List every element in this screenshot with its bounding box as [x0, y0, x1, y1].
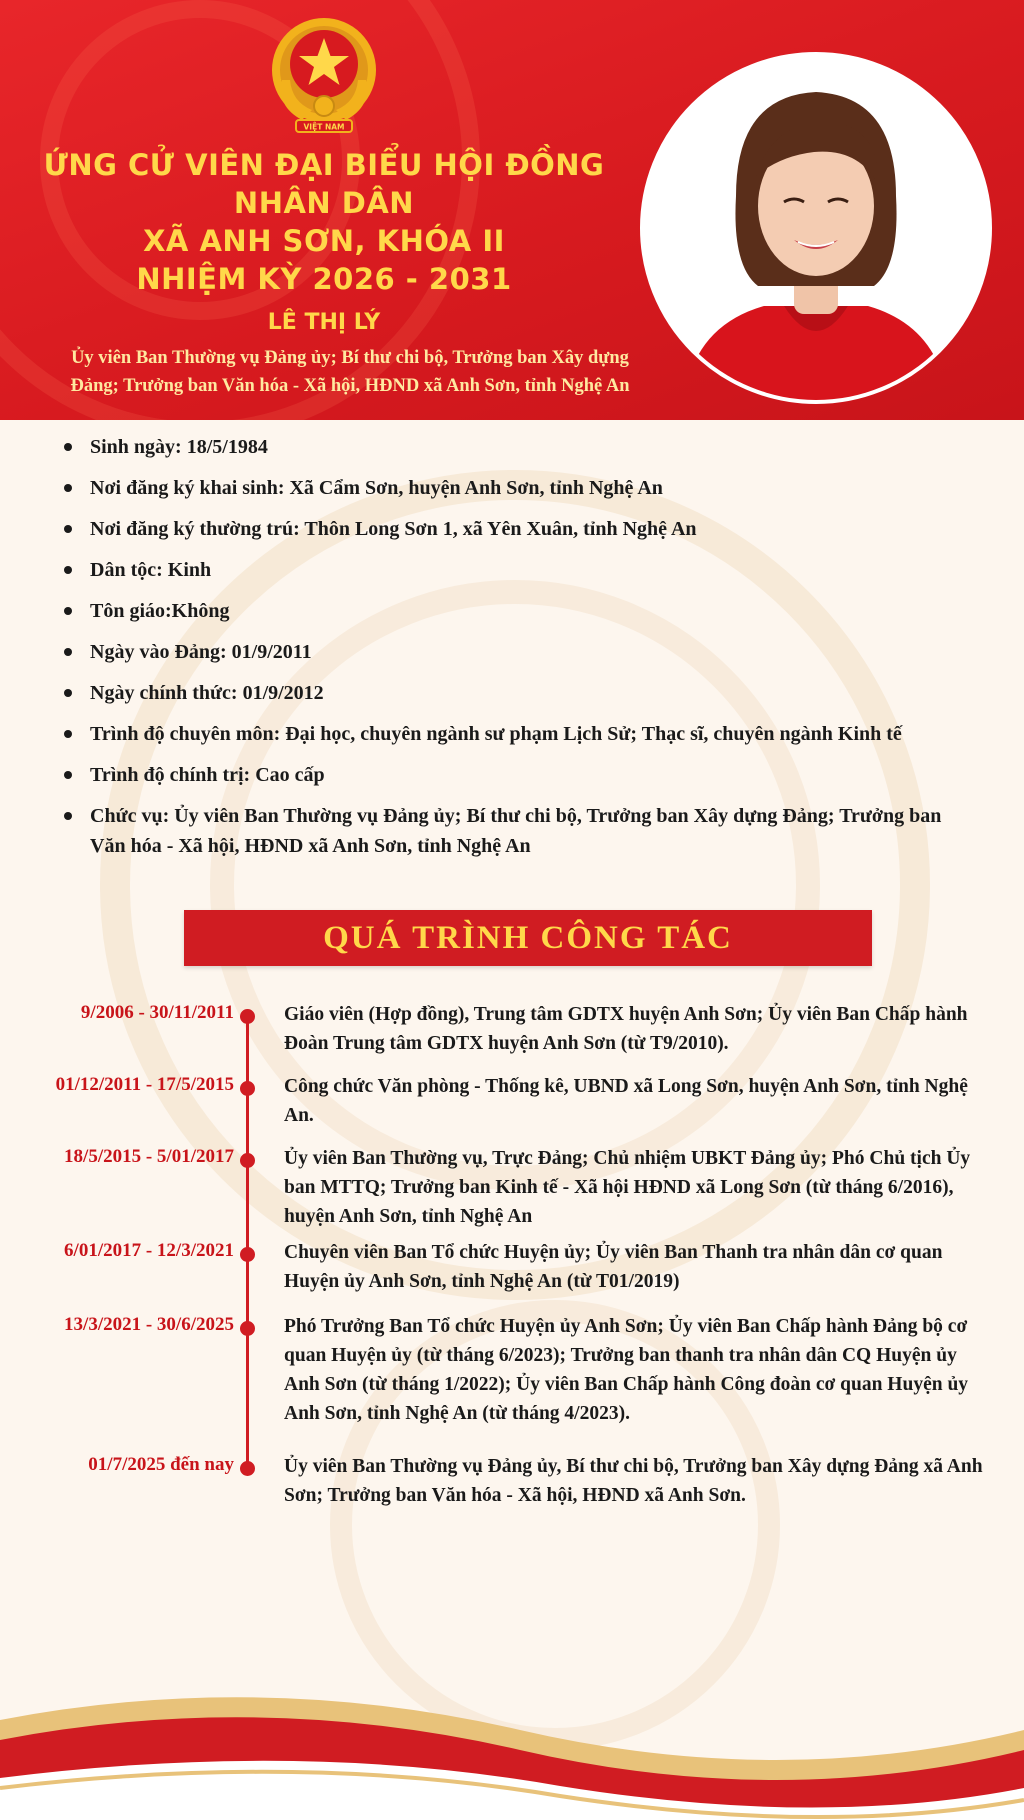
info-birthdate: Sinh ngày: 18/5/1984 [60, 432, 980, 462]
candidate-position [20, 344, 680, 400]
timeline-dot [240, 1009, 255, 1024]
svg-text:VIỆT NAM: VIỆT NAM [303, 122, 345, 132]
candidate-info-list [60, 432, 980, 872]
timeline-date: 01/7/2025 đến nay [88, 1454, 234, 1475]
national-emblem-icon [262, 14, 386, 138]
timeline-dot [240, 1461, 255, 1476]
info-party-join-date: Ngày vào Đảng: 01/9/2011 [60, 637, 980, 667]
info-current-role: Chức vụ: Ủy viên Ban Thường vụ Đảng ủy; Bí thư chi bộ, Trưởng ban Xây dựng Đảng; Trưởng ban Văn hóa - Xã hội, HĐND xã Anh Sơn, tỉnh Nghệ An [60, 801, 980, 861]
title-line: NHIỆM KỲ 2026 - 2031 [136, 262, 512, 296]
timeline-text: Phó Trưởng Ban Tổ chức Huyện ủy Anh Sơn; Ủy viên Ban Chấp hành Đảng bộ cơ quan Huyện ủy (từ tháng 6/2023); Trưởng ban thanh tra nhân dân CQ Huyện ủy Anh Sơn (từ tháng 1/2022); Ủy viên Ban Chấp hành Công đoàn cơ quan Huyện ủy Anh Sơn, tỉnh Nghệ An (từ tháng 4/2023). [284, 1316, 969, 1424]
timeline-date: 9/2006 - 30/11/2011 [80, 1002, 234, 1023]
work-history-banner [184, 910, 872, 966]
timeline-text: Ủy viên Ban Thường vụ Đảng ủy, Bí thư chi bộ, Trưởng ban Xây dựng Đảng xã Anh Sơn; Trưởng ban Văn hóa - Xã hội, HĐND xã Anh Sơn. [284, 1456, 983, 1506]
footer-wave-decoration [0, 1660, 1024, 1820]
position-line: Đảng; Trưởng ban Văn hóa - Xã hội, HĐND xã Anh Sơn, tỉnh Nghệ An [70, 376, 630, 396]
timeline-dot [240, 1081, 255, 1096]
timeline-line [246, 1010, 249, 1470]
timeline-text: Giáo viên (Hợp đồng), Trung tâm GDTX huyện Anh Sơn; Ủy viên Ban Chấp hành Đoàn Trung tâm GDTX huyện Anh Sơn (từ T9/2010). [284, 1004, 968, 1054]
info-religion: Tôn giáo:Không [60, 596, 980, 626]
timeline-date: 01/12/2011 - 17/5/2015 [55, 1074, 234, 1095]
timeline-date: 18/5/2015 - 5/01/2017 [64, 1146, 234, 1167]
election-title [20, 146, 628, 298]
timeline-date: 6/01/2017 - 12/3/2021 [64, 1240, 234, 1261]
info-party-official-date: Ngày chính thức: 01/9/2012 [60, 678, 980, 708]
portrait-photo [640, 52, 992, 404]
candidate-name: LÊ THỊ LÝ [267, 310, 381, 335]
header-banner [0, 0, 1024, 420]
timeline-date: 13/3/2021 - 30/6/2025 [64, 1314, 234, 1335]
info-birthplace: Nơi đăng ký khai sinh: Xã Cẩm Sơn, huyện Anh Sơn, tỉnh Nghệ An [60, 473, 980, 503]
info-ethnicity: Dân tộc: Kinh [60, 555, 980, 585]
info-political-level: Trình độ chính trị: Cao cấp [60, 760, 980, 790]
timeline-text: Chuyên viên Ban Tổ chức Huyện ủy; Ủy viên Ban Thanh tra nhân dân cơ quan Huyện ủy Anh Sơn, tỉnh Nghệ An (từ T01/2019) [284, 1242, 943, 1292]
title-line: ỨNG CỬ VIÊN ĐẠI BIỂU HỘI ĐỒNG NHÂN DÂN [43, 148, 605, 220]
timeline-text: Công chức Văn phòng - Thống kê, UBND xã Long Sơn, huyện Anh Sơn, tỉnh Nghệ An. [284, 1076, 968, 1126]
title-line: XÃ ANH SƠN, KHÓA II [143, 224, 505, 258]
position-line: Ủy viên Ban Thường vụ Đảng ủy; Bí thư chi bộ, Trưởng ban Xây dựng [71, 348, 629, 368]
info-residence: Nơi đăng ký thường trú: Thôn Long Sơn 1, xã Yên Xuân, tỉnh Nghệ An [60, 514, 980, 544]
timeline-dot [240, 1247, 255, 1262]
section-title: QUÁ TRÌNH CÔNG TÁC [323, 919, 733, 956]
timeline-text: Ủy viên Ban Thường vụ, Trực Đảng; Chủ nhiệm UBKT Đảng ủy; Phó Chủ tịch Ủy ban MTTQ; Trưởng ban Kinh tế - Xã hội HĐND xã Long Sơn (từ tháng 6/2016), huyện Anh Sơn, tỉnh Nghệ An [284, 1148, 971, 1227]
timeline-dot [240, 1153, 255, 1168]
info-professional-level: Trình độ chuyên môn: Đại học, chuyên ngành sư phạm Lịch Sử; Thạc sĩ, chuyên ngành Kinh tế [60, 719, 980, 749]
timeline-dot [240, 1321, 255, 1336]
